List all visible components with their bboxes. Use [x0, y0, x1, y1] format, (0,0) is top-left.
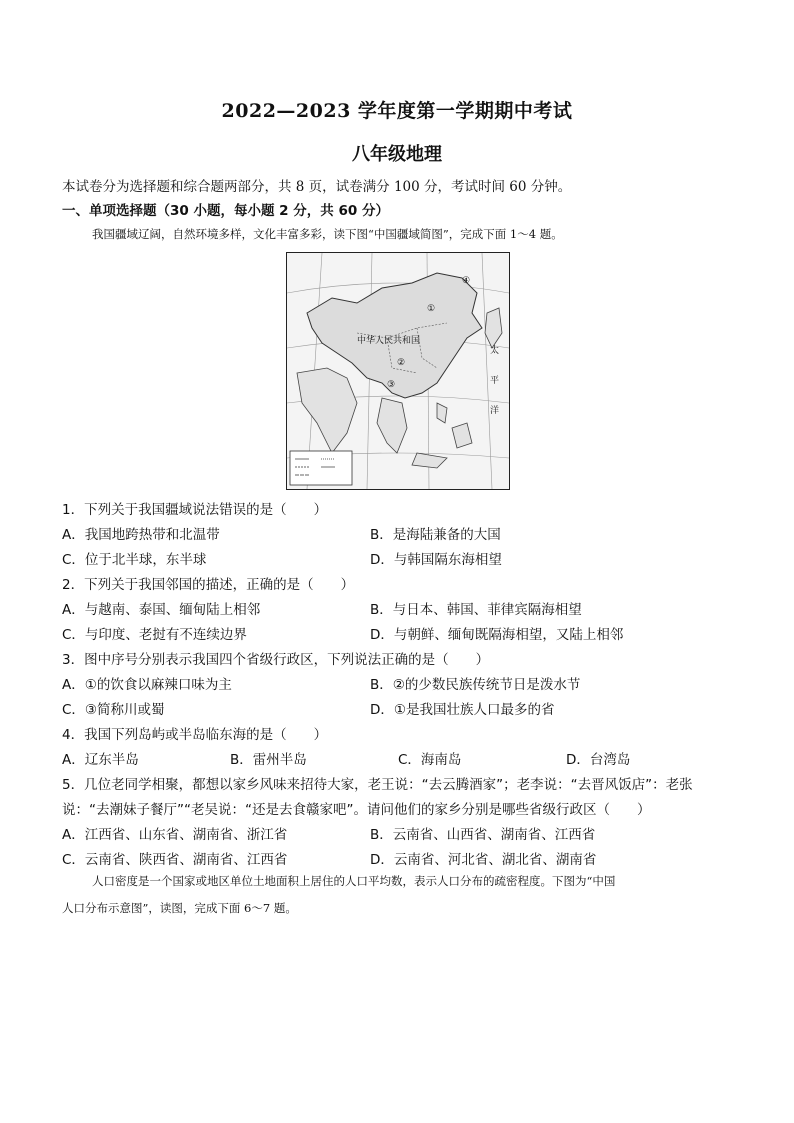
- question-1-option-c: C．位于北半球，东半球: [62, 552, 207, 568]
- question-5-option-d: D．云南省、河北省、湖北省、湖南省: [370, 852, 597, 868]
- question-1-option-d: D．与韩国隔东海相望: [370, 552, 502, 568]
- question-2-option-b: B．与日本、韩国、菲律宾隔海相望: [370, 602, 582, 618]
- question-4-option-c: C．海南岛: [398, 752, 462, 768]
- question-4-option-b: B．雷州半岛: [230, 752, 307, 768]
- question-5-option-c: C．云南省、陕西省、湖南省、江西省: [62, 852, 288, 868]
- question-2-option-a: A．与越南、泰国、缅甸陆上相邻: [62, 602, 261, 618]
- question-4-stem: 4．我国下列岛屿或半岛临东海的是（ ）: [62, 727, 328, 743]
- question-5-option-b: B．云南省、山西省、湖南省、江西省: [370, 827, 596, 843]
- reading-passage: 我国疆域辽阔，自然环境多样，文化丰富多彩，读下图“中国疆域简图”，完成下面 1～4 题。: [92, 227, 563, 241]
- question-4-option-d: D．台湾岛: [566, 752, 631, 768]
- question-1-stem: 1．下列关于我国疆域说法错误的是（ ）: [62, 502, 328, 518]
- question-5-stem: 5．几位老同学相聚，都想以家乡风味来招待大家，老王说：“去云腾酒家”；老李说：“去晋风饭店”：老张: [62, 777, 693, 793]
- question-3-option-b: B．②的少数民族传统节日是泼水节: [370, 677, 581, 693]
- exam-subtitle: 八年级地理: [352, 144, 442, 165]
- map-sea-label-3: 洋: [490, 406, 500, 416]
- question-3-option-d: D．①是我国壮族人口最多的省: [370, 702, 555, 718]
- question-1-option-a: A．我国地跨热带和北温带: [62, 527, 220, 543]
- map-marker-1: ①: [427, 304, 436, 314]
- question-3-option-a: A．①的饮食以麻辣口味为主: [62, 677, 232, 693]
- question-1-option-b: B．是海陆兼备的大国: [370, 527, 501, 543]
- reading-passage-2: 人口密度是一个国家或地区单位土地面积上居住的人口平均数，表示人口分布的疏密程度。下图为“中国: [92, 874, 616, 888]
- question-3-stem: 3．图中序号分别表示我国四个省级行政区，下列说法正确的是（ ）: [62, 652, 490, 668]
- question-3-option-c: C．③简称川或蜀: [62, 702, 165, 718]
- map-marker-2: ②: [397, 358, 406, 368]
- map-drawing: [287, 253, 509, 489]
- map-marker-3: ③: [387, 380, 396, 390]
- map-marker-4: ④: [462, 276, 471, 286]
- map-country-label: 中华人民共和国: [357, 336, 421, 346]
- question-2-option-c: C．与印度、老挝有不连续边界: [62, 627, 247, 643]
- map-sea-label-1: 太: [490, 346, 500, 356]
- map-sea-label-2: 平: [490, 376, 500, 386]
- question-2-option-d: D．与朝鲜、缅甸既隔海相望，又陆上相邻: [370, 627, 624, 643]
- question-4-option-a: A．辽东半岛: [62, 752, 139, 768]
- question-5-option-a: A．江西省、山东省、湖南省、浙江省: [62, 827, 288, 843]
- reading-passage-2-continued: 人口分布示意图”，读图，完成下面 6～7 题。: [62, 901, 297, 915]
- question-5-stem-continued: 说：“去潮妹子餐厅”“老吴说：“还是去食赣家吧”。请问他们的家乡分别是哪些省级行政区（ ）: [62, 802, 651, 818]
- exam-instructions: 本试卷分为选择题和综合题两部分，共 8 页，试卷满分 100 分，考试时间 60 分钟。: [62, 179, 572, 195]
- exam-title: 2022—2023 学年度第一学期期中考试: [221, 100, 573, 122]
- section-heading: 一、单项选择题（30 小题，每小题 2 分，共 60 分）: [62, 203, 389, 219]
- question-2-stem: 2．下列关于我国邻国的描述，正确的是（ ）: [62, 577, 355, 593]
- china-territory-map-icon: [286, 252, 510, 490]
